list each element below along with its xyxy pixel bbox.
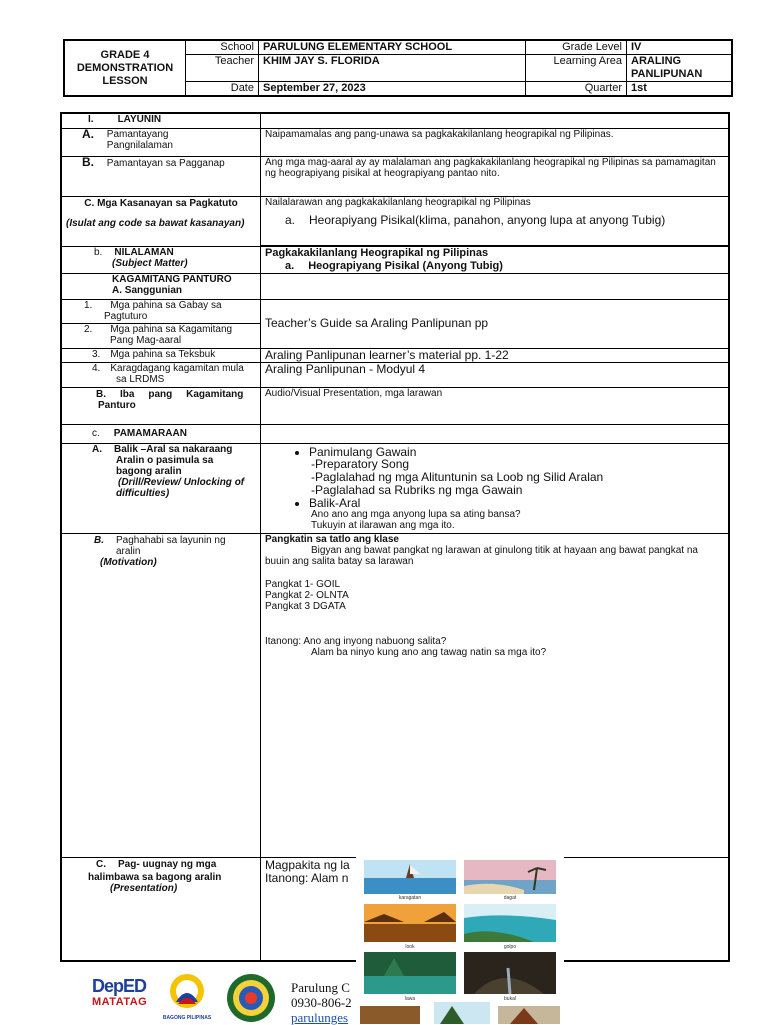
kasanayan-label: C. Mga Kasanayan sa Pagkatuto (Isulat ang code sa bawat kasanayan) xyxy=(61,196,261,246)
date-label: Date xyxy=(186,82,259,97)
balik-aral-label: A. Balik –Aral sa nakaraang Aralin o pasimula sa bagong aralin (Drill/Review/ Unlocking of difficulties) xyxy=(61,443,261,533)
nilalaman-value: Pagkakakilanlang Heograpikal ng Pilipinas a. Heograpiyang Pisikal (Anyong Tubig) xyxy=(261,246,730,273)
bukal-picture xyxy=(464,952,556,994)
extra-pictures-row xyxy=(360,1002,564,1024)
lawa-caption: lawa xyxy=(404,996,416,1002)
lawa-picture xyxy=(364,952,456,994)
deped-logo: DepED MATATAG xyxy=(92,976,148,1008)
bagong-pilipinas-logo: BAGONG PILIPINAS xyxy=(158,972,216,1022)
grade-level-label: Grade Level xyxy=(526,40,627,55)
look-picture xyxy=(364,904,456,942)
balik-aral-value: • Panimulang Gawain -Preparatory Song -Paglalahad ng mga Alituntunin sa Loob ng Silid Aralan -Paglalahad sa Rubriks ng mga Gawain • Balik-Aral Ano ano ang mga anyong lupa sa ating bansa? Tukuyin at ilarawan ang mga ito. xyxy=(261,443,730,533)
dagat-caption: dagat xyxy=(503,895,517,901)
kagamitan-label: KAGAMITANG PANTURO A. Sanggunian xyxy=(61,273,261,299)
teacher-value: KHIM JAY S. FLORIDA xyxy=(259,55,526,82)
teacher-label: Teacher xyxy=(186,55,259,82)
gabay-pagtuturo-label: 1. Mga pahina sa Gabay sa Pagtuturo xyxy=(61,299,261,323)
pamantayan-pagganap-label: B. Pamantayan sa Pagganap xyxy=(61,156,261,196)
pamantayang-pangnilalaman-label: A. Pamantayang Pangnilalaman xyxy=(61,128,261,156)
date-value: September 27, 2023 xyxy=(259,82,526,97)
kagamitang-mag-aaral-label: 2. Mga pahina sa Kagamitang Pang Mag-aaral xyxy=(61,323,261,348)
picture-collage xyxy=(356,856,564,1024)
school-label: School xyxy=(186,40,259,55)
karagatan-caption: karagatan xyxy=(398,895,422,901)
motivation-label: B. Paghahabi sa layunin ng aralin (Motivation) xyxy=(61,533,261,857)
lesson-plan-table xyxy=(60,112,730,962)
karagatan-picture xyxy=(364,860,456,894)
bagong-pilipinas-icon xyxy=(158,972,216,1010)
footer-contact xyxy=(291,980,352,1025)
teachers-guide-value: Teacher’s Guide sa Araling Panlipunan pp xyxy=(261,299,730,348)
school-value: PARULUNG ELEMENTARY SCHOOL xyxy=(259,40,526,55)
pamamaraan-heading: c. PAMAMARAAN xyxy=(61,424,261,443)
quarter-label: Quarter xyxy=(526,82,627,97)
header-table xyxy=(63,39,733,97)
quarter-value: 1st xyxy=(627,82,733,97)
presentation-value: Magpakita ng la Itanong: Alam n xyxy=(261,857,730,961)
lrdms-label: 4. Karagdagang kagamitan mula sa LRDMS xyxy=(61,362,261,387)
grade-level-value: IV xyxy=(627,40,733,55)
nilalaman-label: b. NILALAMAN (Subject Matter) xyxy=(61,246,261,273)
lesson-title: GRADE 4 DEMONSTRATION LESSON xyxy=(64,40,186,96)
learning-area-value: ARALING PANLIPUNAN xyxy=(627,55,733,82)
teksbuk-label: 3. Mga pahina sa Teksbuk xyxy=(61,348,261,362)
school-seal-icon xyxy=(226,973,276,1023)
pamantayan-pagganap-value: Ang mga mag-aaral ay ay malalaman ang pagkakakilanlang heograpikal ng Pilipinas sa pamamagitan ng heograpiyang pisikal at heograpiyang pantao nito. xyxy=(261,156,730,196)
footer-school-name: Parulung C xyxy=(291,980,350,995)
learning-area-label: Learning Area xyxy=(526,55,627,82)
golpo-picture xyxy=(464,904,556,942)
iba-pang-kagamitan-value: Audio/Visual Presentation, mga larawan xyxy=(261,387,730,424)
kasanayan-value: Nailalarawan ang pagkakakilanlang heograpikal ng Pilipinas a. Heorapiyang Pisikal(klima, panahon, anyong lupa at anyong Tubig) xyxy=(261,196,730,246)
motivation-value: Pangkatin sa tatlo ang klase Bigyan ang bawat pangkat ng larawan at ginulong titik at hayaan ang bawat pangkat na buuin ang salita batay sa larawan Pangkat 1- GOIL Pangkat 2- OLNTA Pangkat 3 DGATA Itanong: Ano ang inyong nabuong salita? Alam ba ninyo kung ano ang tawag natin sa mga ito? xyxy=(261,533,730,857)
layunin-heading: I. LAYUNIN xyxy=(61,113,261,128)
presentation-label: C. Pag- uugnay ng mga halimbawa sa bagong aralin (Presentation) xyxy=(61,857,261,961)
iba-pang-kagamitan-label: B. Iba pang Kagamitang Panturo xyxy=(61,387,261,424)
footer-phone: 0930-806-2 xyxy=(291,995,352,1010)
lrdms-value: Araling Panlipunan - Modyul 4 xyxy=(261,362,730,387)
look-caption: look xyxy=(405,944,415,950)
bukal-caption: bukal xyxy=(504,996,516,1002)
golpo-caption: golpo xyxy=(503,944,517,950)
teksbuk-value: Araling Panlipunan learner’s material pp. 1-22 xyxy=(261,348,730,362)
footer-email-link[interactable]: parulunges xyxy=(291,1010,349,1025)
dagat-picture xyxy=(464,860,556,894)
pamantayang-pangnilalaman-value: Naipamamalas ang pang-unawa sa pagkakakilanlang heograpikal ng Pilipinas. xyxy=(261,128,730,156)
